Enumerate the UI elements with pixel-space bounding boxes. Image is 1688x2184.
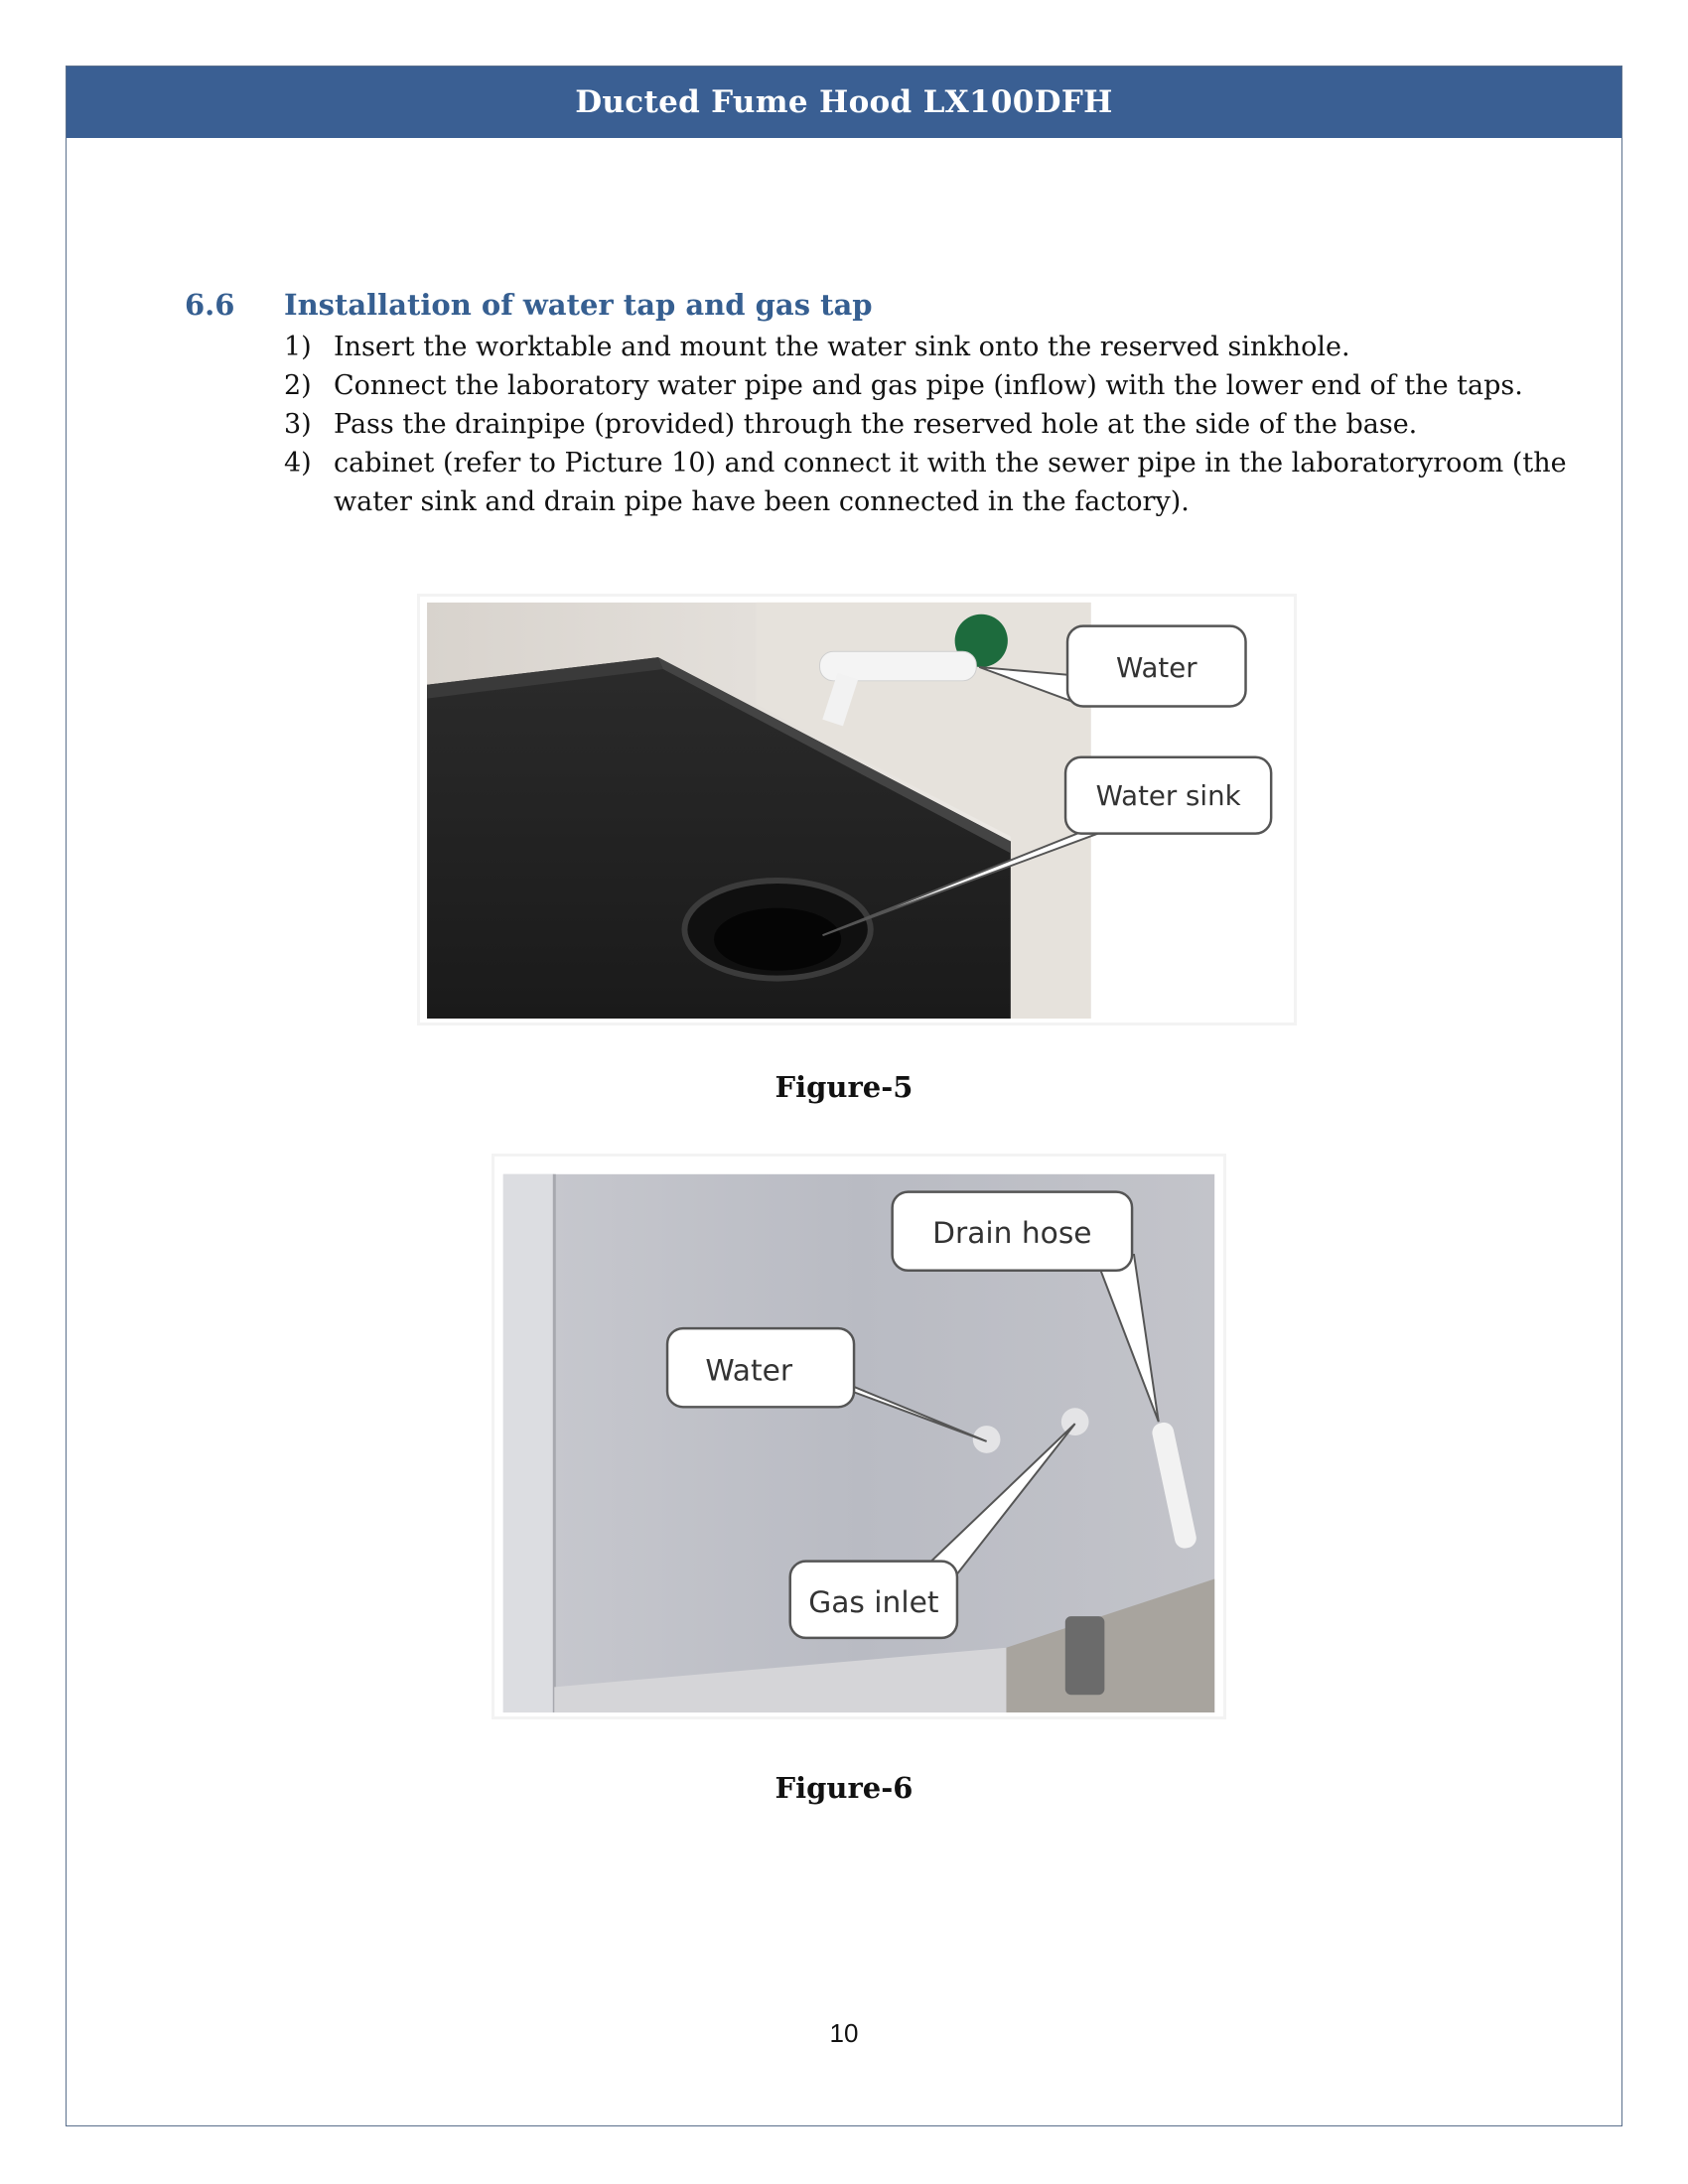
callout-drain-hose-label: Drain hose [932,1215,1092,1251]
figure-5-image [417,594,1297,1025]
figure-6-photo [494,1157,1223,1716]
figure-6-image [492,1154,1226,1719]
installation-steps [284,328,1575,521]
callout-water-sink-label: Water sink [1095,779,1241,813]
step-number: 2) [284,370,312,401]
section-number: 6.6 [185,288,235,322]
callout-gas-inlet-label: Gas inlet [808,1584,939,1620]
page-header: Ducted Fume Hood LX100DFH [67,67,1621,138]
figure-5-photo [420,597,1294,1023]
step-text: Connect the laboratory water pipe and gas pipe (inflow) with the lower end of the taps. [334,370,1523,401]
step-text: Pass the drainpipe (provided) through the reserved hole at the side of the base. [334,409,1418,440]
callout-water-label: Water [1115,650,1197,684]
page-number: 10 [829,2018,859,2048]
step-item [284,328,1575,366]
figure-5-caption: Figure-5 [774,1070,914,1104]
step-item [284,366,1575,405]
figure-6-caption: Figure-6 [774,1771,914,1805]
callout-water-label: Water [705,1352,793,1388]
step-text: Insert the worktable and mount the water sink onto the reserved sinkhole. [334,332,1350,362]
step-text: cabinet (refer to Picture 10) and connect it with the sewer pipe in the laboratoryroom (the water sink and drain pipe have been connected in the factory). [334,448,1567,517]
step-number: 1) [284,332,312,362]
step-number: 3) [284,409,312,440]
step-item [284,444,1575,521]
step-item [284,405,1575,444]
section-title: Installation of water tap and gas tap [284,288,873,322]
step-number: 4) [284,448,312,478]
